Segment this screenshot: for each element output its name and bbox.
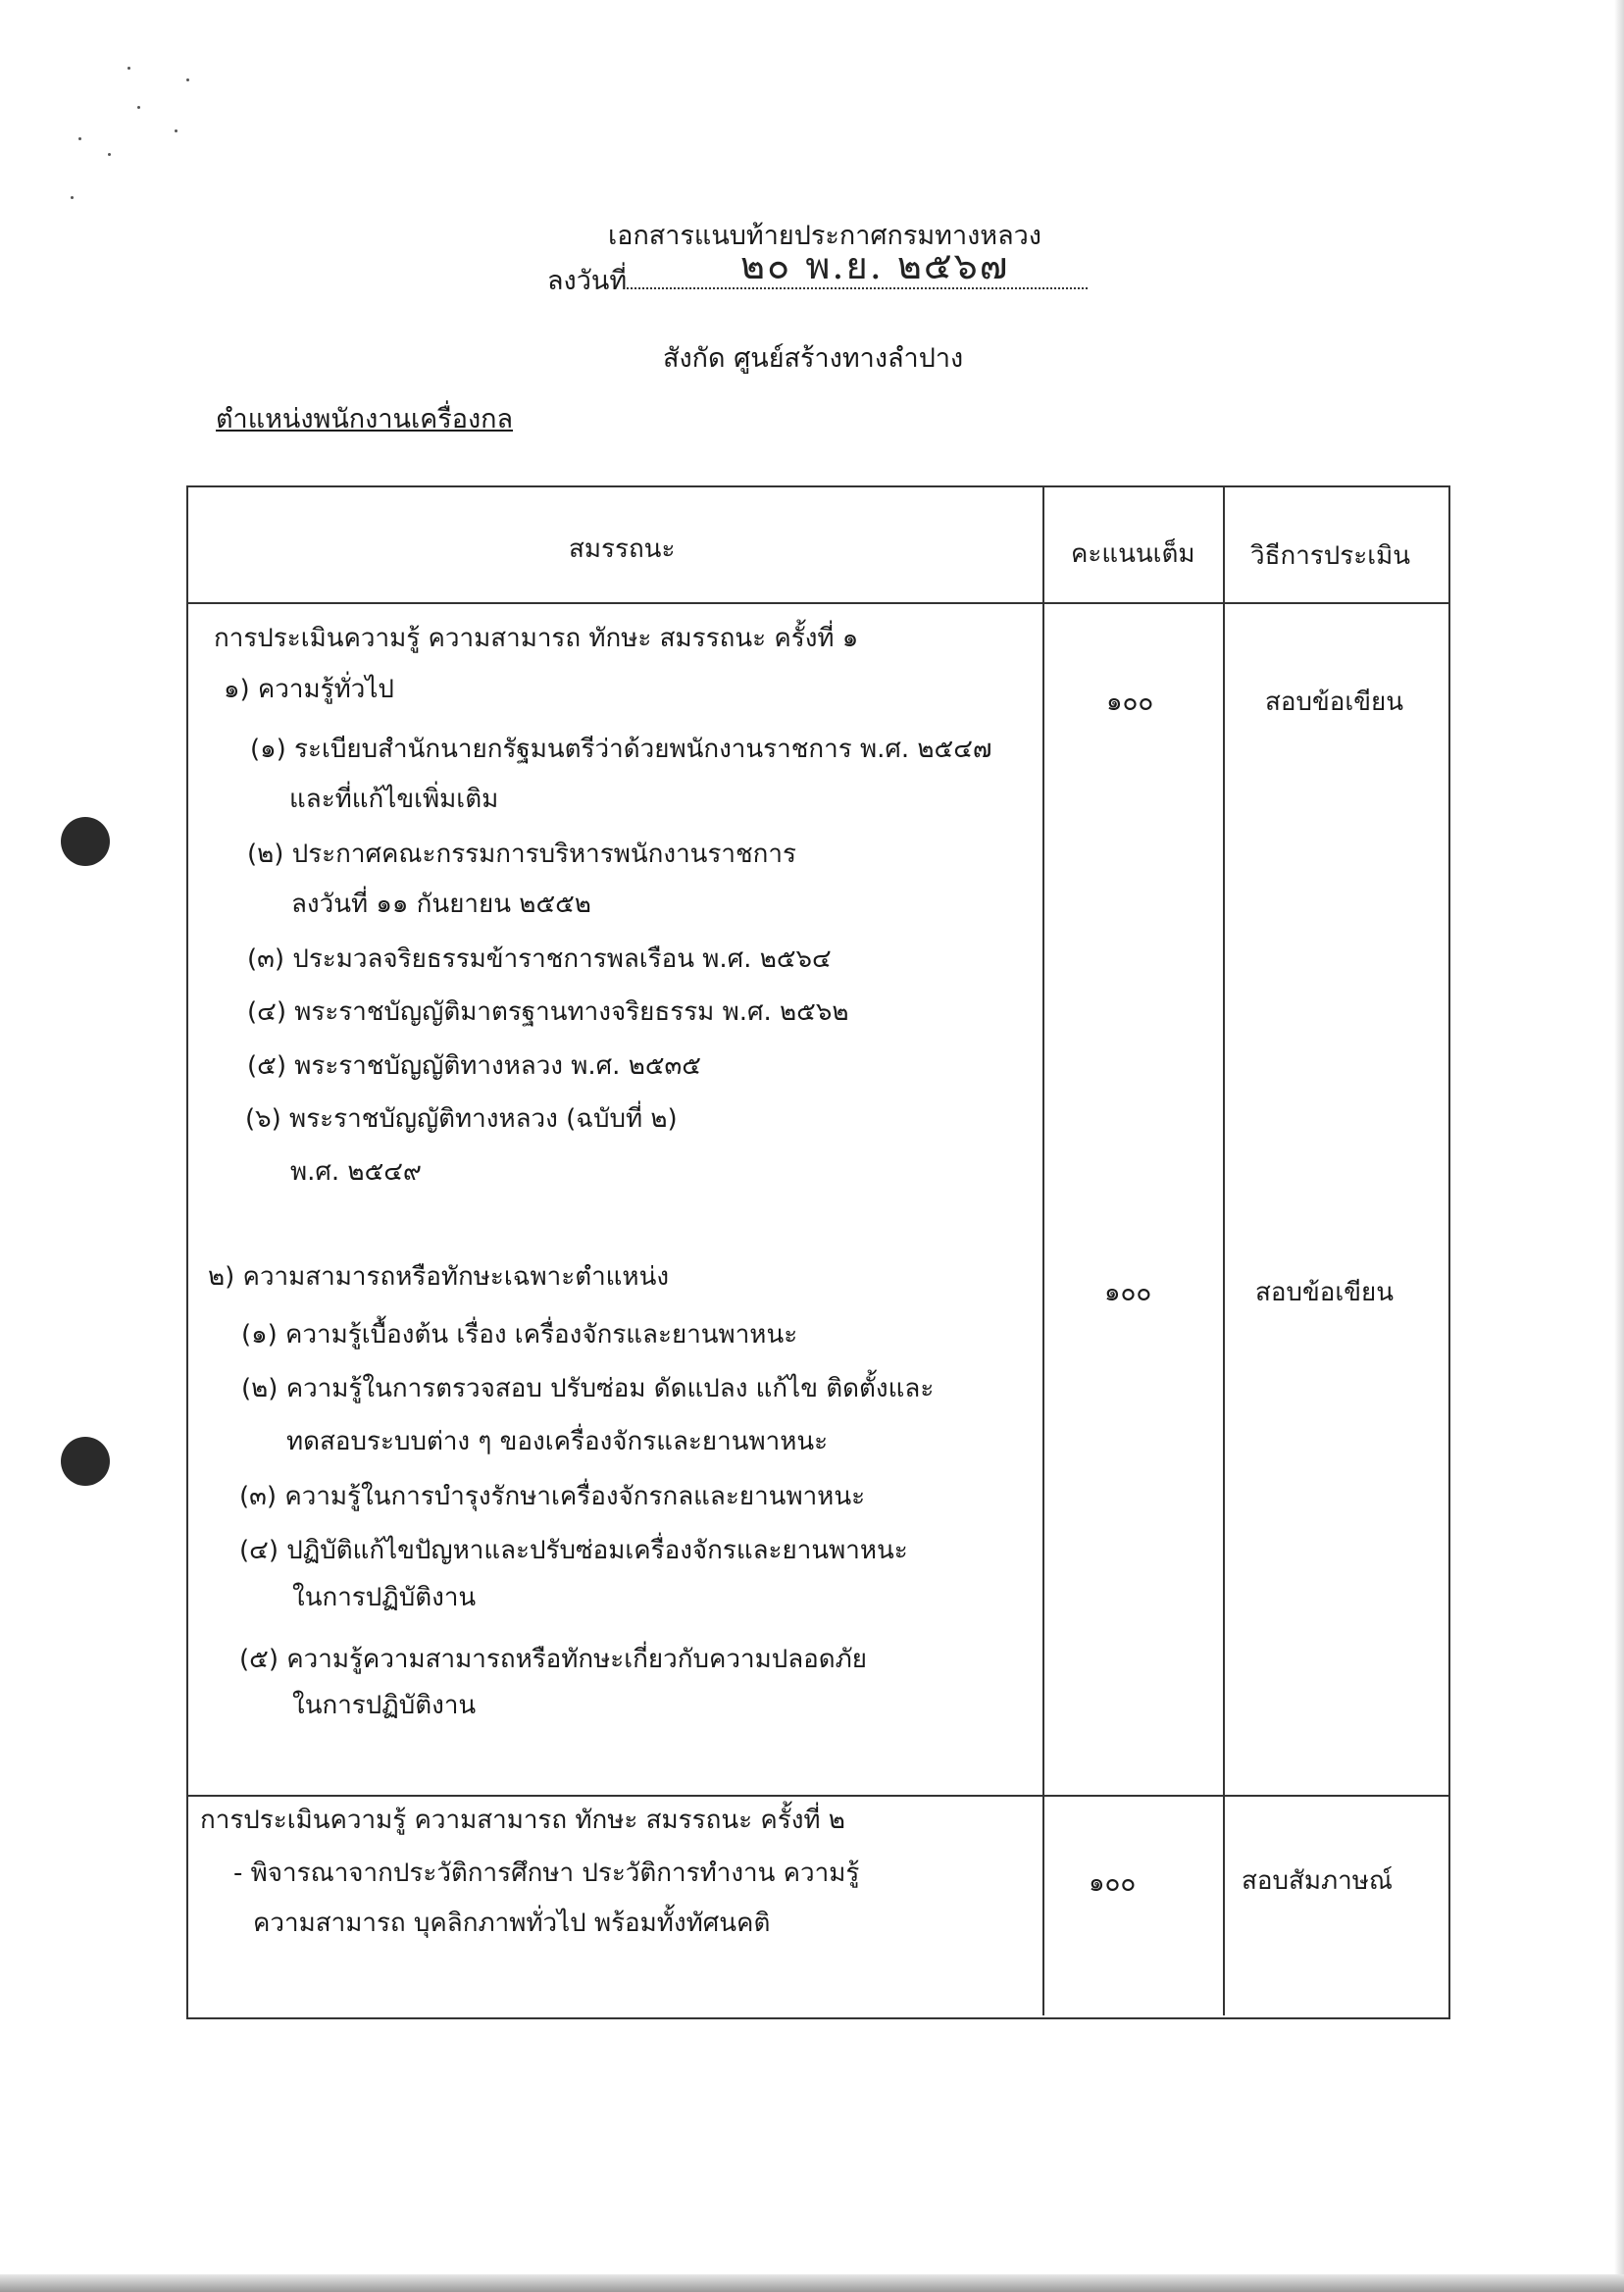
round2-item: ความสามารถ บุคลิกภาพทั่วไป พร้อมทั้งทัศนคติ: [253, 1909, 771, 1938]
date-line: [547, 259, 1088, 301]
section1-item: (๖) พระราชบัญญัติทางหลวง (ฉบับที่ ๒): [245, 1104, 678, 1134]
position-title: ตำแหน่งพนักงานเครื่องกล: [216, 404, 514, 434]
punch-hole: [61, 1437, 110, 1486]
scan-speck: [108, 153, 111, 156]
section2-heading: ๒) ความสามารถหรือทักษะเฉพาะตำแหน่ง: [208, 1262, 670, 1292]
section1-item: (๕) พระราชบัญญัติทางหลวง พ.ศ. ๒๕๓๕: [247, 1051, 701, 1081]
section1-item: พ.ศ. ๒๕๔๙: [290, 1157, 422, 1187]
round2-method: สอบสัมภาษณ์: [1242, 1866, 1393, 1896]
section1-item: (๔) พระราชบัญญัติมาตรฐานทางจริยธรรม พ.ศ. ๒๕๖๒: [247, 997, 849, 1027]
round2-item: - พิจารณาจากประวัติการศึกษา ประวัติการทำงาน ความรู้: [233, 1859, 860, 1888]
round1-title: การประเมินความรู้ ความสามารถ ทักษะ สมรรถนะ ครั้งที่ ๑: [214, 624, 859, 653]
section2-item: ในการปฏิบัติงาน: [292, 1691, 477, 1720]
header-full-score: คะแนนเต็ม: [1071, 539, 1195, 569]
section2-item: (๕) ความรู้ความสามารถหรือทักษะเกี่ยวกับความปลอดภัย: [239, 1645, 868, 1674]
section1-item: ลงวันที่ ๑๑ กันยายน ๒๕๕๒: [291, 890, 591, 919]
section1-item: (๓) ประมวลจริยธรรมข้าราชการพลเรือน พ.ศ. ๒๕๖๔: [247, 944, 832, 974]
round2-score: ๑๐๐: [1089, 1868, 1137, 1898]
scan-speck: [78, 137, 81, 140]
date-dotted-leader: [627, 283, 1088, 289]
section2-item: ทดสอบระบบต่าง ๆ ของเครื่องจักรและยานพาหนะ: [286, 1427, 829, 1456]
header-method: วิธีการประเมิน: [1250, 541, 1411, 571]
table-col-divider-1: [1042, 485, 1044, 2015]
date-label: ลงวันที่: [547, 266, 628, 296]
scan-speck: [71, 196, 74, 199]
page-edge-shadow: [1614, 0, 1624, 2292]
scan-speck: [137, 106, 140, 109]
section1-score: ๑๐๐: [1106, 688, 1154, 717]
table-header-divider: [186, 602, 1448, 604]
section1-item: และที่แก้ไขเพิ่มเติม: [289, 785, 499, 814]
table-col-divider-2: [1223, 485, 1225, 2015]
header-competency: สมรรถนะ: [569, 535, 676, 564]
page-bottom-edge: [0, 2274, 1624, 2292]
section1-heading: ๑) ความรู้ทั่วไป: [224, 675, 394, 704]
table-round-divider: [186, 1795, 1448, 1797]
section2-score: ๑๐๐: [1104, 1278, 1152, 1307]
section1-method: สอบข้อเขียน: [1265, 688, 1404, 717]
scan-speck: [186, 78, 189, 81]
section2-item: (๓) ความรู้ในการบำรุงรักษาเครื่องจักรกลและยานพาหนะ: [239, 1482, 866, 1511]
section2-item: (๔) ปฏิบัติแก้ไขปัญหาและปรับซ่อมเครื่องจักรและยานพาหนะ: [239, 1536, 908, 1565]
affiliation: สังกัด ศูนย์สร้างทางลำปาง: [663, 343, 964, 374]
punch-hole: [61, 817, 110, 866]
section2-item: (๒) ความรู้ในการตรวจสอบ ปรับซ่อม ดัดแปลง แก้ไข ติดตั้งและ: [241, 1374, 935, 1403]
scan-speck: [127, 67, 130, 70]
round2-title: การประเมินความรู้ ความสามารถ ทักษะ สมรรถนะ ครั้งที่ ๒: [200, 1806, 845, 1835]
section2-item: ในการปฏิบัติงาน: [292, 1583, 477, 1612]
section1-item: (๒) ประกาศคณะกรรมการบริหารพนักงานราชการ: [247, 840, 796, 869]
handwritten-date: ๒๐ พ.ย. ๒๕๖๗: [740, 244, 1010, 287]
document-header-title: เอกสารแนบท้ายประกาศกรมทางหลวง: [608, 221, 1041, 251]
competency-table: [186, 485, 1450, 2019]
section2-method: สอบข้อเขียน: [1255, 1278, 1395, 1307]
section1-item: (๑) ระเบียบสำนักนายกรัฐมนตรีว่าด้วยพนักงานราชการ พ.ศ. ๒๕๔๗: [250, 735, 992, 764]
scan-speck: [175, 129, 178, 132]
section2-item: (๑) ความรู้เบื้องต้น เรื่อง เครื่องจักรและยานพาหนะ: [241, 1320, 798, 1350]
